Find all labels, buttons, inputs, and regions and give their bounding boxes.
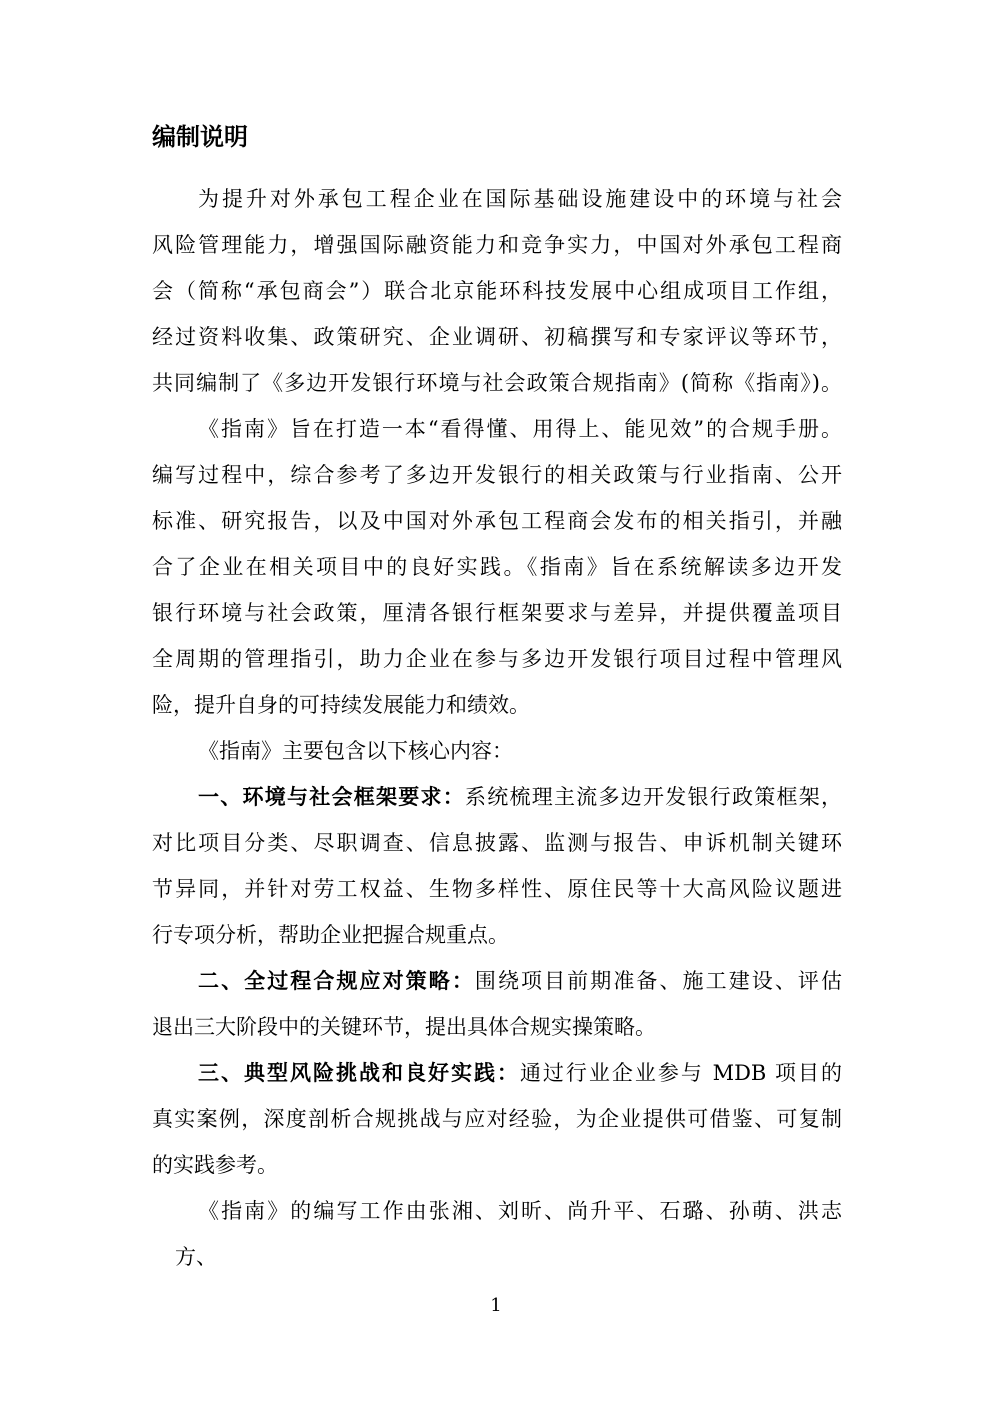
paragraph-line-with-heading bbox=[198, 1050, 842, 1096]
paragraph-line: 节异同，并针对劳工权益、生物多样性、原住民等十大高风险议题进 bbox=[152, 877, 842, 901]
paragraph-line: 险，提升自身的可持续发展能力和绩效。 bbox=[152, 693, 530, 717]
paragraph-line: 合了企业在相关项目中的良好实践。《指南》旨在系统解读多边开发 bbox=[152, 555, 842, 579]
paragraph-text: 围绕项目前期准备、施工建设、评估 bbox=[474, 969, 843, 993]
page-number: 1 bbox=[490, 1295, 502, 1316]
paragraph-text: 通过行业企业参与 MDB 项目的 bbox=[519, 1061, 843, 1085]
page-title: 编制说明 bbox=[152, 123, 248, 151]
paragraph-line: 真实案例，深度剖析合规挑战与应对经验，为企业提供可借鉴、可复制 bbox=[152, 1107, 842, 1131]
paragraph-line: 《指南》的编写工作由张湘、刘昕、尚升平、石璐、孙萌、洪志 bbox=[198, 1199, 842, 1223]
paragraph-line: 全周期的管理指引，助力企业在参与多边开发银行项目过程中管理风 bbox=[152, 647, 842, 671]
paragraph-line-with-heading bbox=[198, 774, 842, 820]
paragraph-line: 方、 bbox=[175, 1245, 217, 1269]
paragraph-line: 行专项分析，帮助企业把握合规重点。 bbox=[152, 923, 509, 947]
paragraph-line: 《指南》旨在打造一本“看得懂、用得上、能见效”的合规手册。 bbox=[198, 417, 842, 441]
paragraph-line: 银行环境与社会政策，厘清各银行框架要求与差异，并提供覆盖项目 bbox=[152, 601, 842, 625]
paragraph-text: 系统梳理主流多边开发银行政策框架， bbox=[465, 785, 842, 809]
paragraph-line: 退出三大阶段中的关键环节，提出具体合规实操策略。 bbox=[152, 1015, 656, 1039]
section-heading-1: 一、环境与社会框架要求： bbox=[198, 785, 465, 809]
paragraph-line: 为提升对外承包工程企业在国际基础设施建设中的环境与社会 bbox=[198, 187, 842, 211]
paragraph-line-with-heading bbox=[198, 958, 842, 1004]
paragraph-line: 共同编制了《多边开发银行环境与社会政策合规指南》(简称《指南》)。 bbox=[152, 371, 842, 395]
section-heading-3: 三、典型风险挑战和良好实践： bbox=[198, 1061, 520, 1085]
paragraph-line: 经过资料收集、政策研究、企业调研、初稿撰写和专家评议等环节， bbox=[152, 325, 842, 349]
paragraph-line: 编写过程中，综合参考了多边开发银行的相关政策与行业指南、公开 bbox=[152, 463, 842, 487]
paragraph-line: 会（简称“承包商会”）联合北京能环科技发展中心组成项目工作组， bbox=[152, 279, 842, 303]
paragraph-line: 风险管理能力，增强国际融资能力和竞争实力，中国对外承包工程商 bbox=[152, 233, 842, 257]
section-heading-2: 二、全过程合规应对策略： bbox=[198, 969, 475, 993]
paragraph-line: 的实践参考。 bbox=[152, 1153, 278, 1177]
paragraph-line: 《指南》主要包含以下核心内容： bbox=[198, 739, 513, 763]
paragraph-line: 对比项目分类、尽职调查、信息披露、监测与报告、申诉机制关键环 bbox=[152, 831, 842, 855]
paragraph-line: 标准、研究报告，以及中国对外承包工程商会发布的相关指引，并融 bbox=[152, 509, 842, 533]
